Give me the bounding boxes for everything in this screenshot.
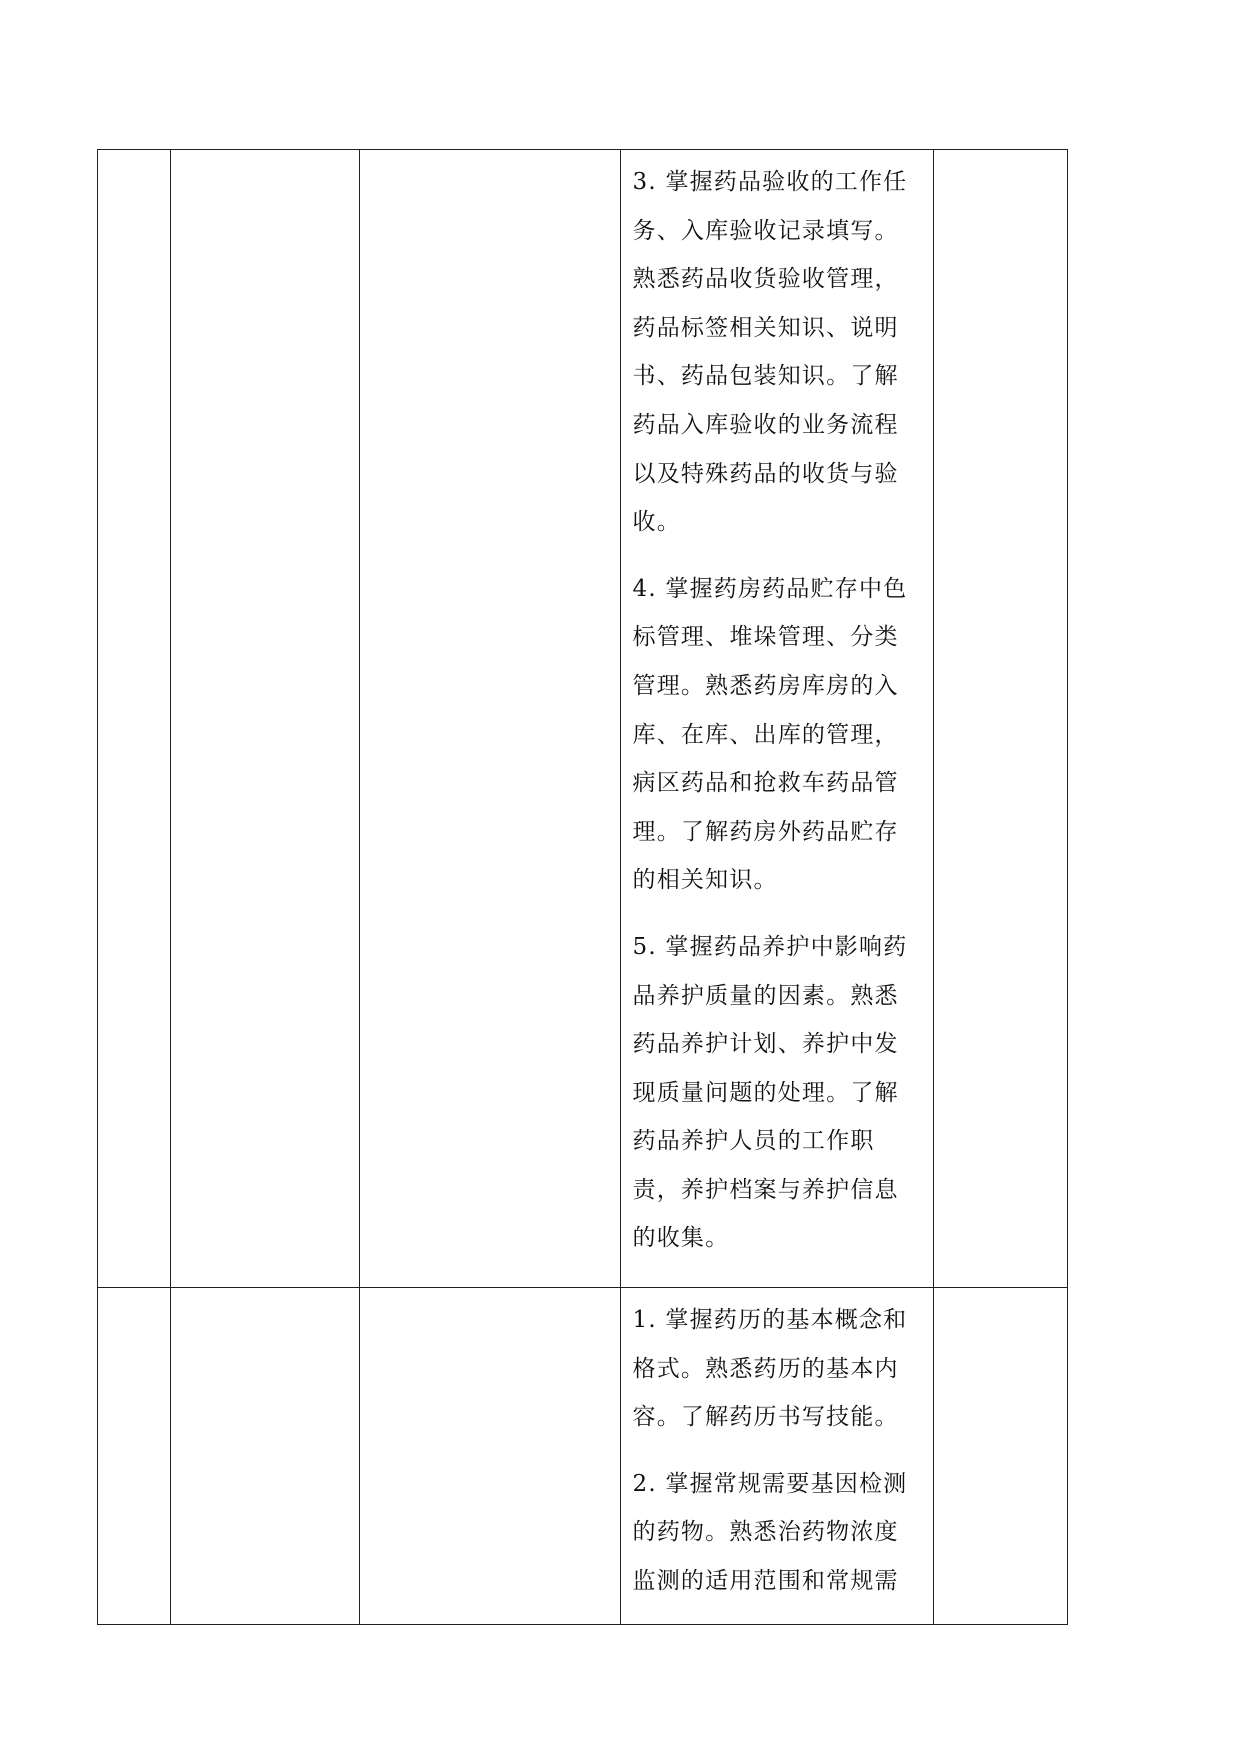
table-cell-empty (98, 1288, 171, 1625)
requirements-table (97, 149, 1068, 1625)
table-cell-empty (933, 150, 1067, 1288)
table-cell-empty (360, 150, 620, 1288)
table-cell-empty (360, 1288, 620, 1625)
table-cell-empty (933, 1288, 1067, 1625)
list-item: 4. 掌握药房药品贮存中色标管理、堆垛管理、分类管理。熟悉药房库房的入库、在库、出库的管理，病区药品和抢救车药品管理。了解药房外药品贮存的相关知识。 (632, 575, 908, 894)
content-cell (620, 1288, 933, 1625)
list-item: 3. 掌握药品验收的工作任务、入库验收记录填写。熟悉药品收货验收管理，药品标签相关知识、说明书、药品包装知识。了解药品入库验收的业务流程以及特殊药品的收货与验收。 (632, 169, 908, 536)
table-cell-empty (171, 1288, 360, 1625)
table-row (98, 150, 1068, 1288)
table-cell-empty (171, 150, 360, 1288)
content-cell (620, 150, 933, 1288)
table-cell-empty (98, 150, 171, 1288)
table-row (98, 1288, 1068, 1625)
list-item: 2. 掌握常规需要基因检测的药物。熟悉治药物浓度监测的适用范围和常规需 (632, 1470, 908, 1594)
list-item: 1. 掌握药历的基本概念和格式。熟悉药历的基本内容。了解药历书写技能。 (632, 1307, 908, 1431)
list-item: 5. 掌握药品养护中影响药品养护质量的因素。熟悉药品养护计划、养护中发现质量问题的处理。了解药品养护人员的工作职责，养护档案与养护信息的收集。 (632, 933, 908, 1252)
